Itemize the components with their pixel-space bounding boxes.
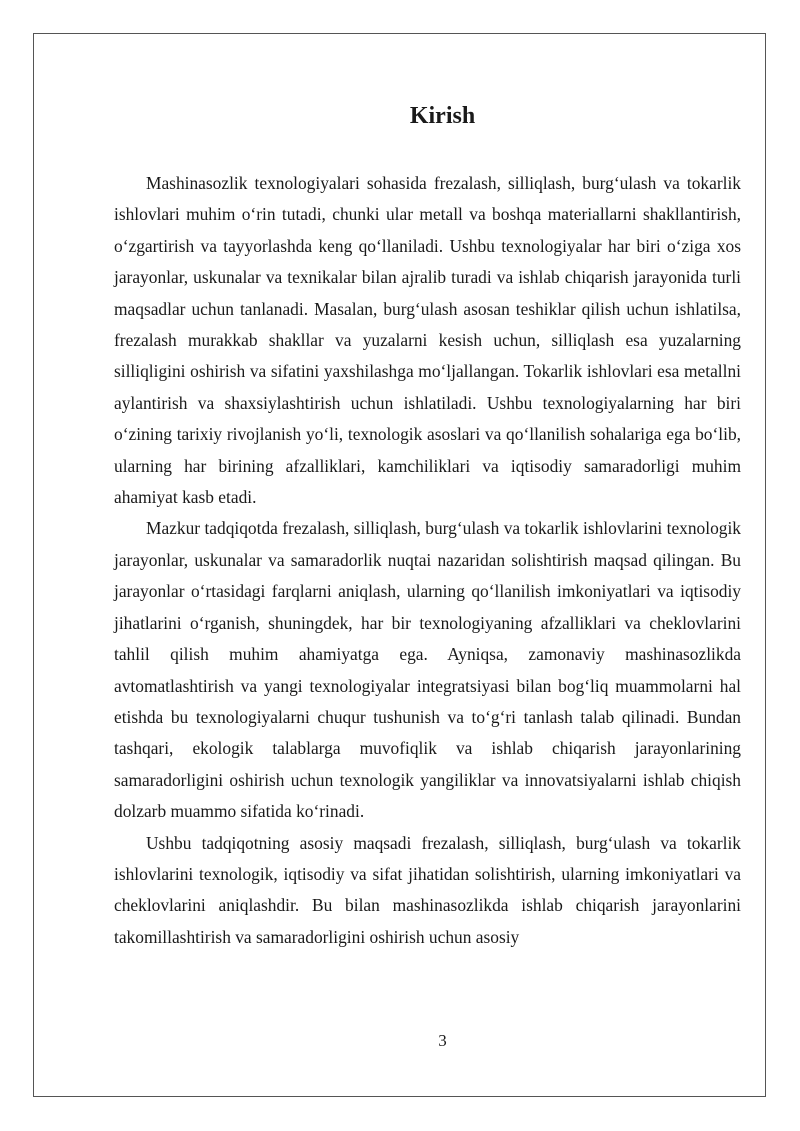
document-body: [114, 168, 741, 953]
page-title: Kirish: [409, 103, 476, 129]
paragraph: Mashinasozlik texnologiyalari sohasida frezalash, silliqlash, burg‘ulash va tokarlik ishlovlari muhim o‘rin tutadi, chunki ular metall va boshqa materiallarni shakllantirish, o‘zgartirish va tayyorlashda keng qo‘llaniladi. Ushbu texnologiyalar har biri o‘ziga xos jarayonlar, uskunalar va texnikalar bilan ajralib turadi va ishlab chiqarish jarayonida turli maqsadlar uchun tanlanadi. Masalan, burg‘ulash asosan teshiklar qilish uchun ishlatilsa, frezalash murakkab shakllar va yuzalarni kesish uchun, silliqlash esa yuzalarning silliqligini oshirish va sifatini yaxshilashga mo‘ljallangan. Tokarlik ishlovlari esa metallni aylantirish va shaxsiylashtirish uchun ishlatiladi. Ushbu texnologiyalarning har biri o‘zining tarixiy rivojlanish yo‘li, texnologik asoslari va qo‘llanilish sohalariga ega bo‘lib, ularning har birining afzalliklari, kamchiliklari va iqtisodiy samaradorligi muhim ahamiyat kasb etadi.: [114, 173, 741, 508]
paragraph: Ushbu tadqiqotning asosiy maqsadi frezalash, silliqlash, burg‘ulash va tokarlik ishlovlarini texnologik, iqtisodiy va sifat jihatidan solishtirish, ularning imkoniyatlari va cheklovlarini aniqlashdir. Bu bilan mashinasozlikda ishlab chiqarish jarayonlarini takomillashtirish va samaradorligini oshirish uchun asosiy: [114, 832, 741, 947]
page-number: 3: [438, 1031, 447, 1050]
paragraph: Mazkur tadqiqotda frezalash, silliqlash, burg‘ulash va tokarlik ishlovlarini texnologik jarayonlar, uskunalar va samaradorlik nuqtai nazaridan solishtirish maqsad qilingan. Bu jarayonlar o‘rtasidagi farqlarni aniqlash, ularning qo‘llanilish imkoniyatlari va iqtisodiy jihatlarini o‘rganish, shuningdek, har bir texnologiyaning afzalliklari va cheklovlarini tahlil qilish muhim ahamiyatga ega. Ayniqsa, zamonaviy mashinasozlikda avtomatlashtirish va yangi texnologiyalar integratsiyasi bilan bog‘liq muammolarni hal etishda bu texnologiyalarni chuqur tushunish va to‘g‘ri tanlash talab qilinadi. Bundan tashqari, ekologik talablarga muvofiqlik va ishlab chiqarish jarayonlarining samaradorligini oshirish uchun texnologik yangiliklar va innovatsiyalarni ishlab chiqish dolzarb muammo sifatida ko‘rinadi.: [114, 518, 741, 822]
